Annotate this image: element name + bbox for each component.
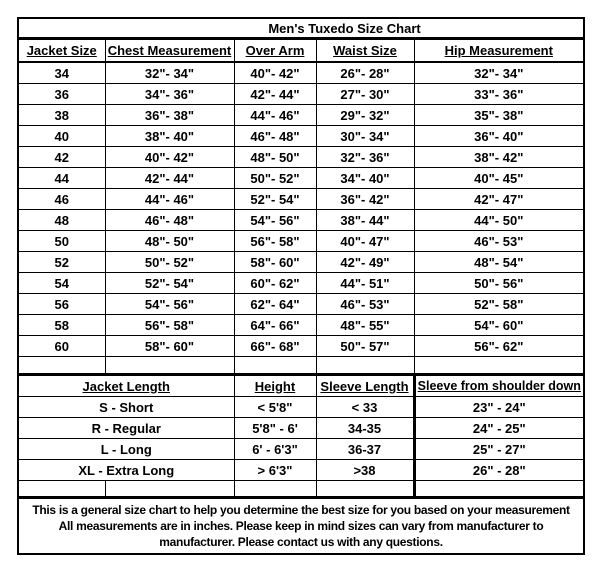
length-table-row — [18, 460, 584, 481]
size-table-row — [18, 294, 584, 315]
size-table-cell: 42"- 47" — [414, 189, 584, 210]
size-table-cell: 44"- 50" — [414, 210, 584, 231]
size-table-cell: 58"- 60" — [105, 336, 234, 357]
size-table-cell: 38 — [18, 105, 105, 126]
size-table-cell: 66"- 68" — [234, 336, 316, 357]
size-table-cell: 58 — [18, 315, 105, 336]
empty-cell — [18, 357, 105, 375]
footer-line-2: All measurements are in inches. Please keep in mind sizes can vary from manufacturer to — [58, 519, 544, 533]
size-table-cell: 34"- 40" — [316, 168, 414, 189]
size-table-cell: 52"- 58" — [414, 294, 584, 315]
size-table-cell: 36 — [18, 84, 105, 105]
size-table-cell: 30"- 34" — [316, 126, 414, 147]
length-table-cell: 34-35 — [316, 418, 414, 439]
size-table-cell: 40"- 42" — [105, 147, 234, 168]
length-table-cell: 23" - 24" — [414, 397, 584, 418]
size-table-cell: 40"- 42" — [234, 62, 316, 84]
empty-cell — [18, 481, 105, 498]
length-table-cell: 5'8" - 6' — [234, 418, 316, 439]
size-table-cell: 56"- 58" — [105, 315, 234, 336]
title-row — [18, 18, 584, 39]
size-table-cell: 50"- 52" — [105, 252, 234, 273]
size-table-cell: 48"- 54" — [414, 252, 584, 273]
size-table-cell: 34"- 36" — [105, 84, 234, 105]
empty-cell — [414, 481, 584, 498]
size-table-cell: 46 — [18, 189, 105, 210]
length-table-cell: 24" - 25" — [414, 418, 584, 439]
size-table-cell: 54 — [18, 273, 105, 294]
length-table-cell: XL - Extra Long — [18, 460, 234, 481]
size-table-cell: 48"- 50" — [234, 147, 316, 168]
size-table-body — [18, 62, 584, 357]
size-table-cell: 56"- 58" — [234, 231, 316, 252]
size-table-cell: 26"- 28" — [316, 62, 414, 84]
header-hip-measurement: Hip Measurement — [414, 39, 584, 63]
footer-row — [18, 498, 584, 555]
size-table-cell: 60"- 62" — [234, 273, 316, 294]
size-table-cell: 38"- 44" — [316, 210, 414, 231]
spacer-row-lower — [18, 481, 584, 498]
spacer-row-upper — [18, 357, 584, 375]
length-table-cell: S - Short — [18, 397, 234, 418]
size-table-cell: 36"- 42" — [316, 189, 414, 210]
size-table-cell: 44 — [18, 168, 105, 189]
size-table-cell: 29"- 32" — [316, 105, 414, 126]
size-table-cell: 48"- 55" — [316, 315, 414, 336]
size-table-cell: 35"- 38" — [414, 105, 584, 126]
size-table-row — [18, 168, 584, 189]
size-table-cell: 50"- 57" — [316, 336, 414, 357]
header-sleeve-from-shoulder: Sleeve from shoulder down — [414, 375, 584, 397]
size-table-cell: 50 — [18, 231, 105, 252]
size-table-row — [18, 147, 584, 168]
size-table-cell: 58"- 60" — [234, 252, 316, 273]
empty-cell — [234, 357, 316, 375]
size-table-cell: 44"- 51" — [316, 273, 414, 294]
length-table-cell: 26" - 28" — [414, 460, 584, 481]
size-table-cell: 40"- 45" — [414, 168, 584, 189]
header-height: Height — [234, 375, 316, 397]
size-table-cell: 42"- 49" — [316, 252, 414, 273]
length-table-row — [18, 439, 584, 460]
header-jacket-length: Jacket Length — [18, 375, 234, 397]
footer-note — [18, 498, 584, 555]
size-table-cell: 36"- 40" — [414, 126, 584, 147]
size-table-cell: 42 — [18, 147, 105, 168]
length-table-cell: < 5'8" — [234, 397, 316, 418]
footer-line-1: This is a general size chart to help you determine the best size for you based on your measurement — [32, 503, 570, 517]
length-table-cell: L - Long — [18, 439, 234, 460]
size-table-cell: 32"- 34" — [414, 62, 584, 84]
size-table-cell: 42"- 44" — [105, 168, 234, 189]
size-table-cell: 44"- 46" — [105, 189, 234, 210]
size-table-cell: 52"- 54" — [105, 273, 234, 294]
length-table-row — [18, 418, 584, 439]
empty-cell — [414, 357, 584, 375]
size-table-row — [18, 336, 584, 357]
size-table-cell: 62"- 64" — [234, 294, 316, 315]
length-table-cell: 36-37 — [316, 439, 414, 460]
header-jacket-size: Jacket Size — [18, 39, 105, 63]
size-table-row — [18, 189, 584, 210]
page-title: Men's Tuxedo Size Chart — [18, 18, 584, 39]
size-table-cell: 34 — [18, 62, 105, 84]
size-table-row — [18, 252, 584, 273]
size-table-cell: 36"- 38" — [105, 105, 234, 126]
size-table-cell: 52"- 54" — [234, 189, 316, 210]
size-table-cell: 54"- 56" — [105, 294, 234, 315]
length-table-cell: 6' - 6'3" — [234, 439, 316, 460]
header-sleeve-length: Sleeve Length — [316, 375, 414, 397]
size-table-cell: 46"- 53" — [414, 231, 584, 252]
size-table-cell: 40"- 47" — [316, 231, 414, 252]
length-table-cell: R - Regular — [18, 418, 234, 439]
header-over-arm: Over Arm — [234, 39, 316, 63]
length-table-cell: 25" - 27" — [414, 439, 584, 460]
length-table-cell: >38 — [316, 460, 414, 481]
size-table-cell: 46"- 48" — [105, 210, 234, 231]
size-table-cell: 40 — [18, 126, 105, 147]
size-table-cell: 52 — [18, 252, 105, 273]
size-table-cell: 50"- 52" — [234, 168, 316, 189]
size-table-cell: 64"- 66" — [234, 315, 316, 336]
size-chart — [17, 17, 585, 555]
size-table-cell: 50"- 56" — [414, 273, 584, 294]
size-table-cell: 44"- 46" — [234, 105, 316, 126]
size-table-cell: 60 — [18, 336, 105, 357]
length-table-row — [18, 397, 584, 418]
size-table-cell: 48 — [18, 210, 105, 231]
size-table-cell: 32"- 34" — [105, 62, 234, 84]
size-table-row — [18, 84, 584, 105]
length-table-cell: < 33 — [316, 397, 414, 418]
footer-line-3: manufacturer. Please contact us with any questions. — [159, 535, 443, 549]
size-table-cell: 32"- 36" — [316, 147, 414, 168]
size-table-cell: 27"- 30" — [316, 84, 414, 105]
length-table-header-row — [18, 375, 584, 397]
header-chest-measurement: Chest Measurement — [105, 39, 234, 63]
size-table-row — [18, 273, 584, 294]
size-table-cell: 38"- 42" — [414, 147, 584, 168]
size-table-cell: 46"- 53" — [316, 294, 414, 315]
size-table-cell: 33"- 36" — [414, 84, 584, 105]
size-table-cell: 54"- 56" — [234, 210, 316, 231]
size-table-cell: 54"- 60" — [414, 315, 584, 336]
empty-cell — [316, 357, 414, 375]
size-table-cell: 42"- 44" — [234, 84, 316, 105]
size-table-cell: 46"- 48" — [234, 126, 316, 147]
empty-cell — [105, 481, 234, 498]
length-table-body — [18, 397, 584, 481]
size-chart-table — [17, 17, 585, 555]
size-table-cell: 48"- 50" — [105, 231, 234, 252]
empty-cell — [234, 481, 316, 498]
size-table-cell: 38"- 40" — [105, 126, 234, 147]
empty-cell — [316, 481, 414, 498]
size-table-cell: 56 — [18, 294, 105, 315]
size-table-row — [18, 62, 584, 84]
header-waist-size: Waist Size — [316, 39, 414, 63]
size-table-row — [18, 315, 584, 336]
size-table-row — [18, 231, 584, 252]
length-table-cell: > 6'3" — [234, 460, 316, 481]
size-table-row — [18, 210, 584, 231]
size-table-row — [18, 105, 584, 126]
size-table-cell: 56"- 62" — [414, 336, 584, 357]
empty-cell — [105, 357, 234, 375]
size-table-header-row — [18, 39, 584, 63]
size-table-row — [18, 126, 584, 147]
